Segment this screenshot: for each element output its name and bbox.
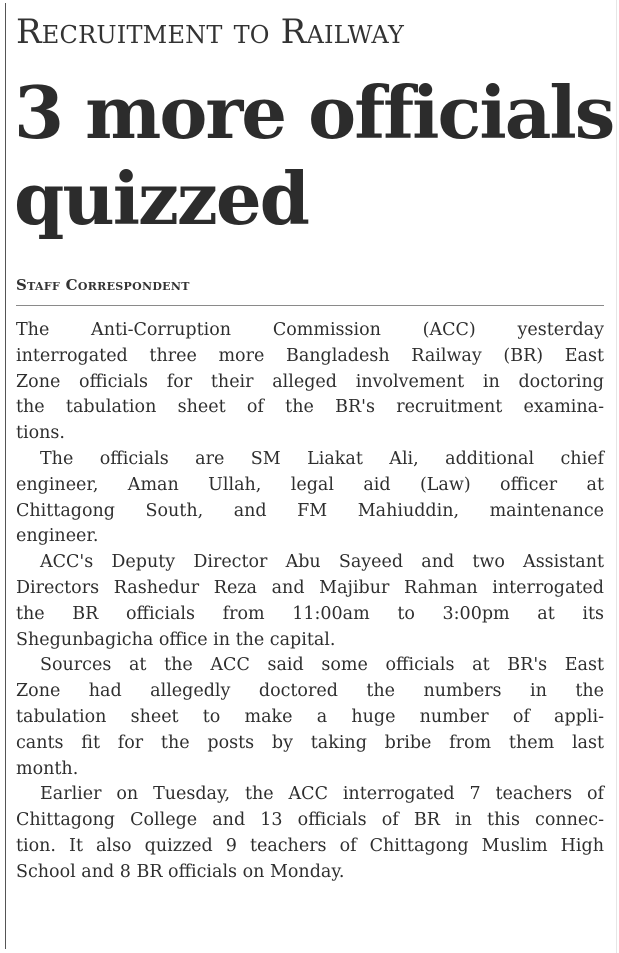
body-line: Shegunbagicha office in the capital.: [16, 629, 336, 650]
body-line: the BR officials from 11:00am to 3:00pm at its: [16, 603, 604, 624]
paragraph: [16, 782, 604, 885]
body-line: tions.: [16, 423, 65, 444]
body-line: Chittagong South, and FM Mahiuddin, maintenance: [16, 500, 604, 521]
body-line: cants fit for the posts by taking bribe from them last: [16, 732, 604, 753]
body-line: ACC's Deputy Director Abu Sayeed and two Assistant: [40, 552, 604, 573]
article-byline: Staff Correspondent: [16, 276, 190, 294]
article-body: [16, 318, 604, 886]
body-line: The officials are SM Liakat Ali, additional chief: [40, 448, 604, 469]
body-line: Chittagong College and 13 officials of BR in this connec-: [16, 810, 604, 831]
body-line: Directors Rashedur Reza and Majibur Rahman interrogated: [16, 577, 604, 598]
body-line: Zone officials for their alleged involvement in doctoring: [16, 371, 604, 392]
body-line: School and 8 BR officials on Monday.: [16, 861, 345, 882]
paragraph: [16, 653, 604, 782]
body-line: The Anti-Corruption Commission (ACC) yesterday: [16, 320, 604, 340]
body-line: month.: [16, 758, 79, 779]
column-rule-left: [5, 3, 6, 949]
body-line: engineer, Aman Ullah, legal aid (Law) officer at: [16, 474, 604, 495]
byline-divider: [16, 305, 604, 306]
body-line: Earlier on Tuesday, the ACC interrogated 7 teachers of: [40, 784, 604, 805]
article-kicker: Recruitment to Railway: [16, 12, 405, 52]
body-line: interrogated three more Bangladesh Railway (BR) East: [16, 345, 604, 366]
paragraph: [16, 318, 604, 447]
headline-line: quizzed: [14, 156, 308, 241]
body-line: tion. It also quizzed 9 teachers of Chittagong Muslim High: [16, 835, 604, 856]
article-headline: [14, 70, 614, 242]
column-rule-right: [616, 0, 617, 953]
paragraph: [16, 447, 604, 550]
body-line: engineer.: [16, 526, 99, 547]
headline-line: 3 more officials: [14, 70, 614, 155]
body-line: tabulation sheet to make a huge number of appli-: [16, 706, 604, 727]
body-line: the tabulation sheet of the BR's recruitment examina-: [16, 397, 604, 418]
paragraph: [16, 550, 604, 653]
body-line: Sources at the ACC said some officials at BR's East: [40, 655, 604, 676]
body-line: Zone had allegedly doctored the numbers in the: [16, 681, 604, 702]
